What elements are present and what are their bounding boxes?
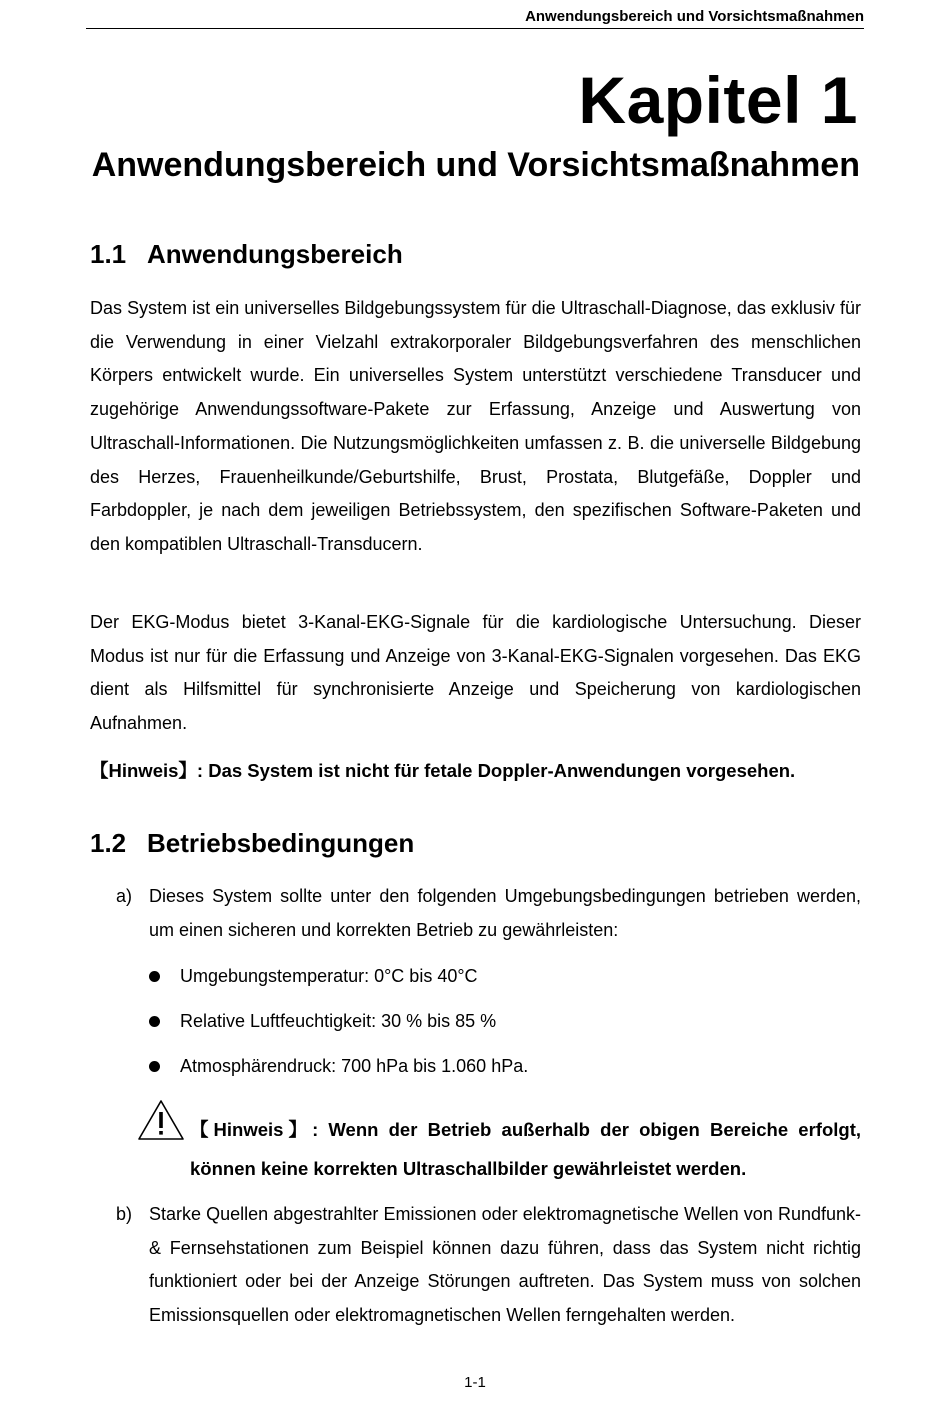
- list-item-a: [116, 880, 861, 947]
- section-number: 1.2: [90, 828, 127, 858]
- section-heading-1-1: [90, 239, 403, 270]
- bullet-dot-icon: [149, 1016, 160, 1027]
- chapter-title: Anwendungsbereich und Vorsichtsmaßnahmen: [91, 146, 860, 184]
- bullet-text: Umgebungstemperatur: 0°C bis 40°C: [180, 966, 478, 986]
- bullet-dot-icon: [149, 1061, 160, 1072]
- hinweis-note: 【Hinweis】: Das System ist nicht für fetale Doppler-Anwendungen vorgesehen.: [90, 760, 796, 781]
- section-title: Betriebsbedingungen: [147, 828, 415, 858]
- section1-paragraph-1: Das System ist ein universelles Bildgebungssystem für die Ultraschall-Diagnose, das exklusiv für die Verwendung in einer Vielzahl extrakorporaler Bildgebungsverfahren des menschlichen Körpers entwickelt wurde. Ein universelles System unterstützt verschiedene Transducer und zugehörige Anwendungssoftware-Pakete zur Erfassung, Anzeige und Auswertung von Ultraschall-Informationen. Die Nutzungsmöglichkeiten umfassen z. B. die universelle Bildgebung des Herzes, Frauenheilkunde/Geburtshilfe, Brust, Prostata, Blutgefäße, Doppler und Farbdoppler, je nach dem jeweiligen Betriebssystem, den spezifischen Software-Paketen und den kompatiblen Ultraschall-Transducern.: [90, 298, 861, 554]
- section-heading-1-2: [90, 828, 414, 859]
- bullet-text: Relative Luftfeuchtigkeit: 30 % bis 85 %: [180, 1011, 497, 1031]
- list-marker: a): [116, 886, 133, 906]
- list-marker: b): [116, 1204, 133, 1224]
- running-header: Anwendungsbereich und Vorsichtsmaßnahmen: [86, 8, 864, 29]
- list-item-b: [116, 1198, 861, 1333]
- warning-triangle-icon: [137, 1098, 185, 1142]
- bullet-item-humidity: [149, 1009, 496, 1033]
- bullet-dot-icon: [149, 971, 160, 982]
- section-title: Anwendungsbereich: [147, 239, 403, 269]
- warning-note-line-1: 【Hinweis】: Wenn der Betrieb außerhalb der obigen Bereiche erfolgt,: [190, 1119, 861, 1140]
- warning-note: [190, 1110, 861, 1188]
- list-item-text: Starke Quellen abgestrahlter Emissionen oder elektromagnetische Wellen von Rundfunk- & Fernsehstationen zum Beispiel können dazu führen, dass das System nicht richtig funktioniert oder bei der Anzeige Störungen auftreten. Das System muss von solchen Emissionsquellen oder elektromagnetischen Wellen ferngehalten werden.: [149, 1204, 861, 1326]
- section1-paragraph-2: Der EKG-Modus bietet 3-Kanal-EKG-Signale für die kardiologische Untersuchung. Dieser Modus ist nur für die Erfassung und Anzeige von 3-Kanal-EKG-Signalen vorgesehen. Das EKG dient als Hilfsmittel für synchronisierte Anzeige und Speicherung von kardiologischen Aufnahmen.: [90, 612, 861, 734]
- chapter-number: Kapitel 1: [578, 63, 858, 137]
- section-number: 1.1: [90, 239, 127, 269]
- warning-note-line-2: können keine korrekten Ultraschallbilder gewährleistet werden.: [190, 1158, 747, 1179]
- bullet-item-pressure: [149, 1054, 528, 1078]
- bullet-text: Atmosphärendruck: 700 hPa bis 1.060 hPa.: [180, 1056, 529, 1076]
- page-number: 1-1: [464, 1374, 486, 1391]
- bullet-item-temperature: [149, 964, 478, 988]
- list-item-text: Dieses System sollte unter den folgenden Umgebungsbedingungen betrieben werden, um einen sicheren und korrekten Betrieb zu gewährleisten:: [149, 886, 861, 940]
